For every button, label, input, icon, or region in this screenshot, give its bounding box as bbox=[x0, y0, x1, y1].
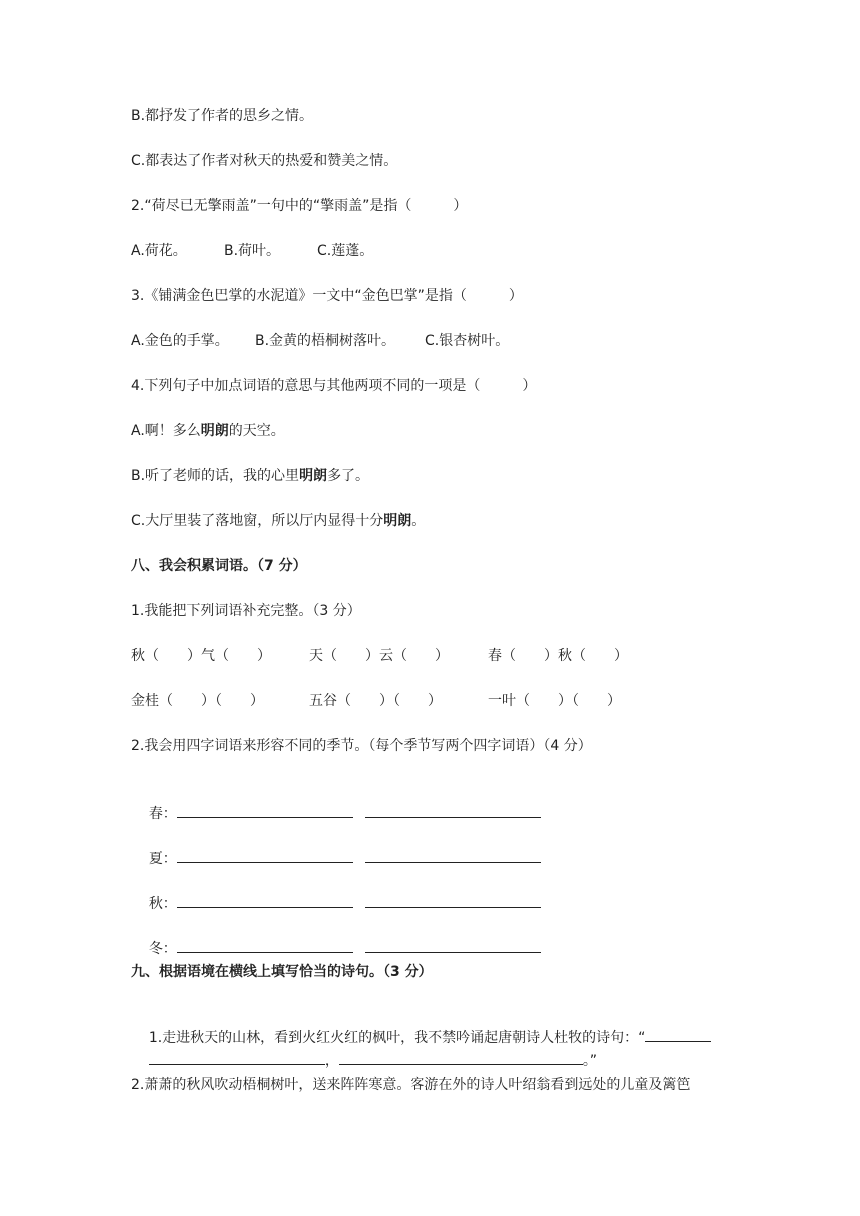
q4-a-dotted-word: 明朗 bbox=[200, 423, 229, 439]
q4-option-c bbox=[131, 511, 425, 531]
q3-options bbox=[131, 331, 509, 351]
answer-blank[interactable] bbox=[177, 938, 353, 953]
s9-q1-text: 1.走进秋天的山林，看到火红火红的枫叶，我不禁吟诵起唐朝诗人杜牧的诗句：“ bbox=[148, 1030, 646, 1046]
q4-b-text-pre: B.听了老师的话，我的心里 bbox=[131, 468, 300, 484]
word-fill-3: 春（ ）秋（ ） bbox=[488, 648, 628, 664]
q3-option-b: B.金黄的梧桐树落叶。 bbox=[255, 333, 396, 349]
q2-options bbox=[131, 241, 373, 261]
word-fill-2: 天（ ）云（ ） bbox=[309, 648, 449, 664]
q4-c-text-post: 。 bbox=[411, 513, 426, 529]
s8-q1-row2 bbox=[131, 691, 621, 711]
s8-q1-stem: 1.我能把下列词语补充完整。（3 分） bbox=[131, 603, 361, 619]
q3-option-c: C.银杏树叶。 bbox=[425, 333, 510, 349]
answer-blank[interactable] bbox=[365, 803, 541, 818]
poem-blank[interactable] bbox=[645, 1027, 711, 1042]
word-fill-1: 秋（ ）气（ ） bbox=[131, 648, 271, 664]
q4-a-text-pre: A.啊！多么 bbox=[131, 423, 201, 439]
section-8-title: 八、我会积累词语。（7 分） bbox=[131, 558, 307, 574]
season-label: 夏： bbox=[148, 851, 177, 867]
s8-q2-stem: 2.我会用四字词语来形容不同的季节。（每个季节写两个四字词语）（4 分） bbox=[131, 738, 592, 754]
q4-a-text-post: 的天空。 bbox=[228, 423, 285, 439]
q3-stem: 3.《铺满金色巴掌的水泥道》一文中“金色巴掌”是指（ ） bbox=[131, 288, 523, 304]
season-label: 秋： bbox=[148, 896, 177, 912]
answer-blank[interactable] bbox=[177, 893, 353, 908]
q7-option-b: B.都抒发了作者的思乡之情。 bbox=[131, 108, 314, 124]
q4-option-a bbox=[131, 421, 285, 441]
q4-c-text-pre: C.大厅里装了落地窗，所以厅内显得十分 bbox=[131, 513, 384, 529]
answer-blank[interactable] bbox=[365, 893, 541, 908]
q2-option-a: A.荷花。 bbox=[131, 243, 187, 259]
poem-blank[interactable] bbox=[339, 1050, 583, 1065]
s8-q1-row1 bbox=[131, 646, 628, 666]
word-fill-6: 一叶（ ）（ ） bbox=[488, 693, 621, 709]
comma: ， bbox=[324, 1053, 339, 1069]
q2-option-c: C.莲蓬。 bbox=[317, 243, 374, 259]
word-fill-5: 五谷（ ）（ ） bbox=[309, 693, 442, 709]
season-label: 冬： bbox=[148, 941, 177, 957]
s9-q2-line1: 2.萧萧的秋风吹动梧桐树叶，送来阵阵寒意。客游在外的诗人叶绍翁看到远处的儿童及篱笆 bbox=[131, 1077, 691, 1093]
q4-option-b bbox=[131, 466, 369, 486]
word-fill-4: 金桂（ ）（ ） bbox=[131, 693, 264, 709]
answer-blank[interactable] bbox=[177, 848, 353, 863]
close-quote: 。” bbox=[582, 1053, 598, 1069]
q7-option-c: C.都表达了作者对秋天的热爱和赞美之情。 bbox=[131, 153, 398, 169]
q2-option-b: B.荷叶。 bbox=[224, 243, 281, 259]
q4-b-dotted-word: 明朗 bbox=[299, 468, 328, 484]
q4-b-text-post: 多了。 bbox=[327, 468, 370, 484]
answer-blank[interactable] bbox=[177, 803, 353, 818]
q3-option-a: A.金色的手掌。 bbox=[131, 333, 229, 349]
poem-blank[interactable] bbox=[149, 1050, 325, 1065]
section-9-title: 九、根据语境在横线上填写恰当的诗句。（3 分） bbox=[131, 964, 433, 980]
answer-blank[interactable] bbox=[365, 848, 541, 863]
q4-c-dotted-word: 明朗 bbox=[383, 513, 412, 529]
q2-stem: 2.“荷尽已无擎雨盖”一句中的“擎雨盖”是指（ ） bbox=[131, 198, 468, 214]
season-label: 春： bbox=[148, 806, 177, 822]
q4-stem: 4.下列句子中加点词语的意思与其他两项不同的一项是（ ） bbox=[131, 378, 537, 394]
answer-blank[interactable] bbox=[365, 938, 541, 953]
